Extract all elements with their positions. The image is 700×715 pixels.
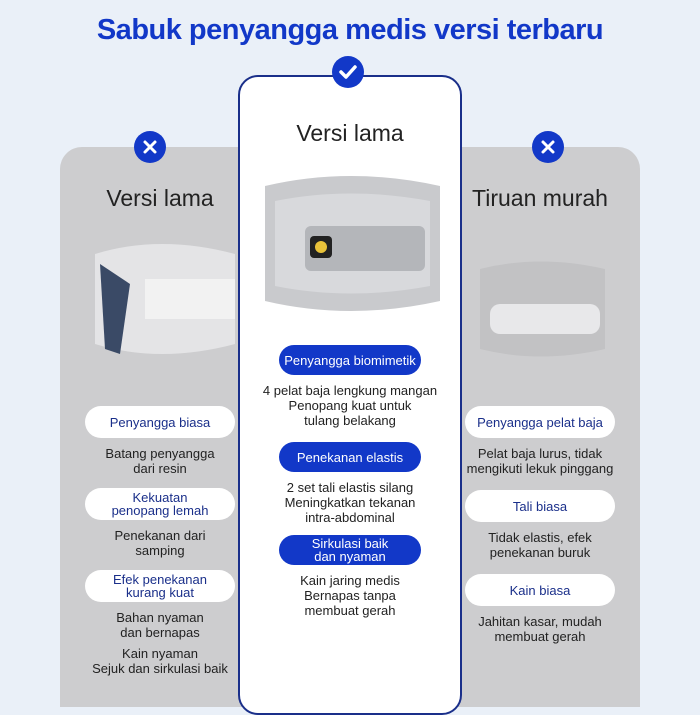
feature-label: Penyangga biasa bbox=[85, 406, 235, 438]
feature-label: Penyangga biomimetik bbox=[279, 345, 421, 375]
column-heading: Versi lama bbox=[106, 185, 214, 211]
feature-desc: Pelat baja lurus, tidak mengikuti lekuk pinggang bbox=[466, 446, 614, 476]
check-icon bbox=[332, 56, 364, 88]
new-belt-image bbox=[250, 161, 450, 331]
feature-desc: Batang penyangga dari resin bbox=[105, 446, 215, 476]
feature-desc: 4 pelat baja lengkung mangan Penopang kuat untuk tulang belakang bbox=[262, 383, 438, 428]
column-heading: Versi lama bbox=[296, 120, 404, 146]
feature-desc: Bahan nyaman dan bernapas bbox=[116, 610, 204, 640]
feature-label: Sirkulasi baik dan nyaman bbox=[279, 535, 421, 565]
feature-desc: 2 set tali elastis silang Meningkatkan tekanan intra-abdominal bbox=[284, 480, 416, 525]
feature-label: Tali biasa bbox=[465, 490, 615, 522]
column-cheap-imitation bbox=[440, 185, 640, 644]
x-icon bbox=[134, 131, 166, 163]
feature-label: Kekuatan penopang lemah bbox=[85, 488, 235, 520]
page-title: Sabuk penyangga medis versi terbaru bbox=[96, 14, 604, 46]
feature-label: Efek penekanan kurang kuat bbox=[85, 570, 235, 602]
column-new-version bbox=[238, 120, 462, 618]
column-heading: Tiruan murah bbox=[472, 185, 608, 211]
feature-desc: Jahitan kasar, mudah membuat gerah bbox=[478, 614, 602, 644]
feature-desc: Tidak elastis, efek penekanan buruk bbox=[488, 530, 592, 560]
feature-extra: Kain nyaman Sejuk dan sirkulasi baik bbox=[92, 646, 228, 676]
feature-label: Kain biasa bbox=[465, 574, 615, 606]
feature-desc: Kain jaring medis Bernapas tanpa membuat gerah bbox=[300, 573, 400, 618]
cheap-belt-image bbox=[455, 224, 625, 374]
feature-desc: Penekanan dari samping bbox=[114, 528, 206, 558]
feature-label: Penyangga pelat baja bbox=[465, 406, 615, 438]
feature-label: Penekanan elastis bbox=[279, 442, 421, 472]
column-old-version bbox=[60, 185, 260, 676]
old-belt-image bbox=[75, 224, 245, 374]
x-icon bbox=[532, 131, 564, 163]
